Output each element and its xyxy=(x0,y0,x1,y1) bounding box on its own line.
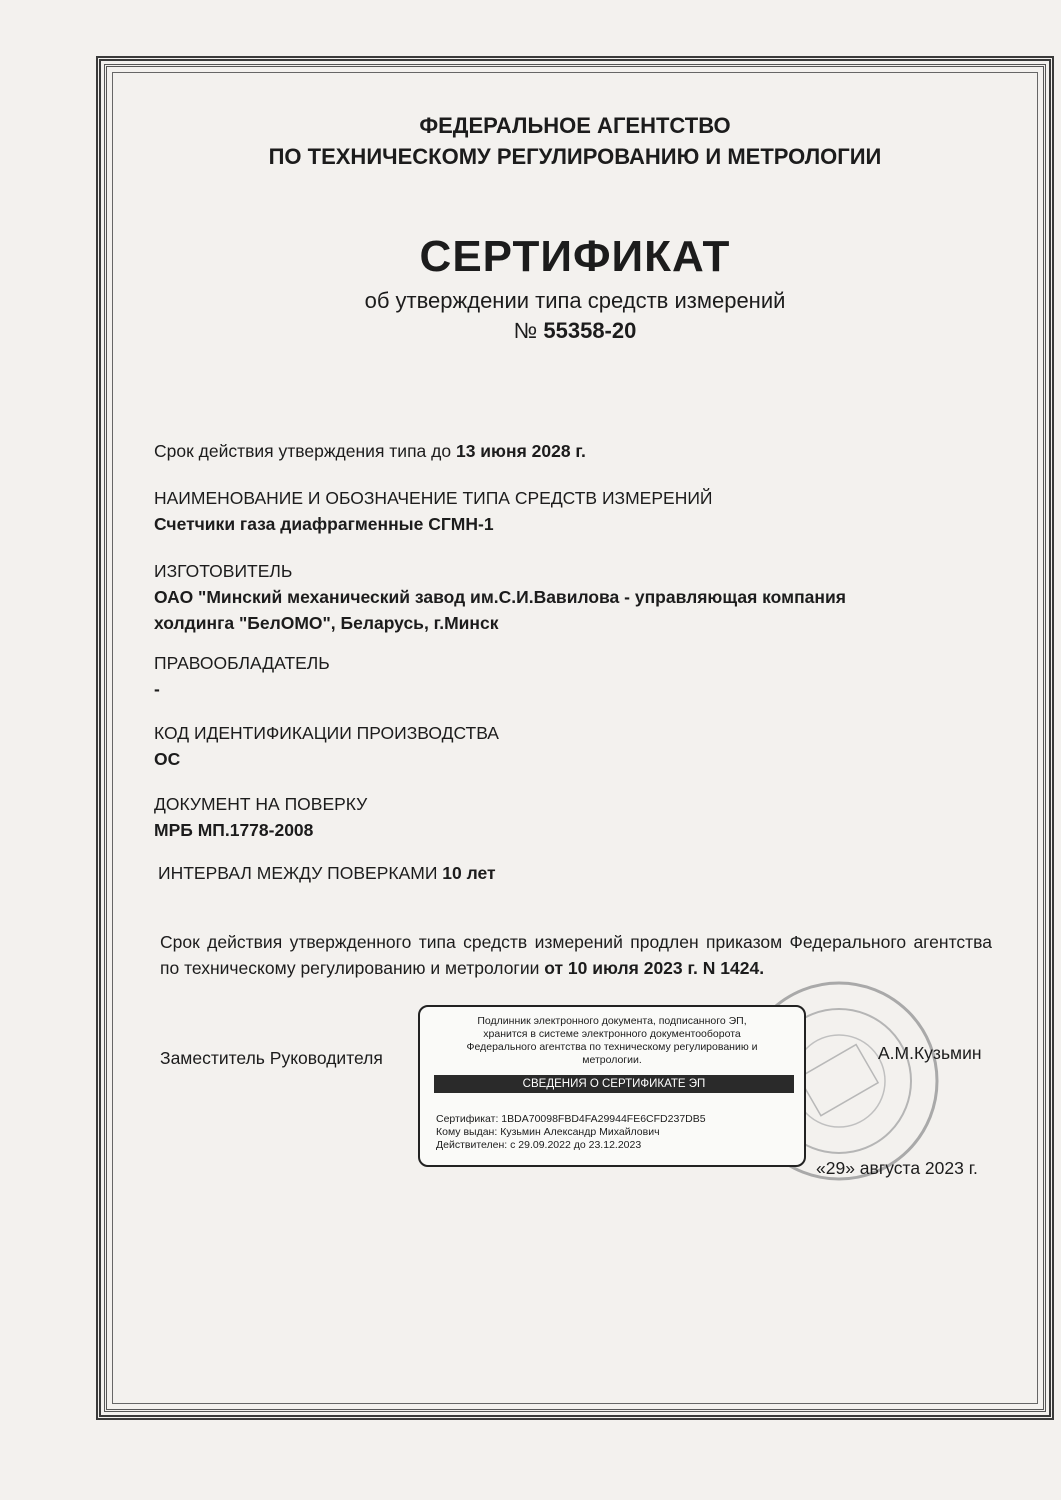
extension-paragraph xyxy=(160,929,992,981)
manufacturer-value-line-1: ОАО "Минский механический завод им.С.И.Вавилова - управляющая компания xyxy=(154,587,846,607)
certificate-subtitle: об утверждении типа средств измерений xyxy=(364,288,786,313)
esign-notice-line-3: Федерального агентства по техническому регулированию и xyxy=(466,1041,758,1053)
extension-text: Срок действия утвержденного типа средств измерений продлен приказом Федерального агентства по техническому регулированию и метрологии xyxy=(160,932,992,978)
esign-certificate-value: 1BDA70098FBD4FA29944FE6CFD237DB5 xyxy=(501,1113,706,1125)
certificate-number xyxy=(112,318,1038,344)
holder-section xyxy=(154,650,330,702)
validity-value: 13 июня 2028 г. xyxy=(455,441,586,461)
holder-value: - xyxy=(154,679,160,699)
esign-notice-line-1: Подлинник электронного документа, подписанного ЭП, xyxy=(477,1015,747,1027)
production-code-value: ОС xyxy=(154,749,181,769)
esign-notice-line-2: хранится в системе электронного документооборота xyxy=(483,1028,741,1040)
extension-order: от 10 июля 2023 г. N 1424. xyxy=(544,958,765,978)
electronic-signature-block xyxy=(418,1005,806,1167)
signatory-name: А.М.Кузьмин xyxy=(878,1043,982,1063)
signature-date: «29» августа 2023 г. xyxy=(816,1158,978,1178)
number-value: 55358-20 xyxy=(543,318,637,343)
validity-line xyxy=(154,438,586,464)
esign-notice-line-4: метрологии. xyxy=(582,1054,642,1066)
certificate-title: СЕРТИФИКАТ xyxy=(419,232,731,281)
esign-details xyxy=(436,1113,706,1152)
esign-valid-row xyxy=(436,1139,706,1152)
esign-issued-value: Кузьмин Александр Михайлович xyxy=(500,1126,660,1138)
type-name-value: Счетчики газа диафрагменные СГМН-1 xyxy=(154,514,494,534)
esign-issued-label: Кому выдан: xyxy=(436,1126,498,1138)
agency-line-2: ПО ТЕХНИЧЕСКОМУ РЕГУЛИРОВАНИЮ И МЕТРОЛОГИИ xyxy=(268,144,882,169)
interval-value: 10 лет xyxy=(442,863,496,883)
holder-label: ПРАВООБЛАДАТЕЛЬ xyxy=(154,653,330,673)
type-name-section xyxy=(154,485,713,537)
type-name-label: НАИМЕНОВАНИЕ И ОБОЗНАЧЕНИЕ ТИПА СРЕДСТВ ИЗМЕРЕНИЙ xyxy=(154,488,713,508)
esign-header-bar: СВЕДЕНИЯ О СЕРТИФИКАТЕ ЭП xyxy=(434,1075,794,1093)
esign-issued-row xyxy=(436,1126,706,1139)
validity-label: Срок действия утверждения типа до xyxy=(154,441,452,461)
manufacturer-section xyxy=(154,558,846,636)
production-code-label: КОД ИДЕНТИФИКАЦИИ ПРОИЗВОДСТВА xyxy=(154,723,499,743)
signatory-position: Заместитель Руководителя xyxy=(160,1048,383,1068)
esign-valid-label: Действителен: xyxy=(436,1139,508,1151)
esign-original-notice xyxy=(420,1015,804,1067)
verification-doc-value: МРБ МП.1778-2008 xyxy=(154,820,314,840)
interval-label: ИНТЕРВАЛ МЕЖДУ ПОВЕРКАМИ xyxy=(158,863,438,883)
esign-certificate-label: Сертификат: xyxy=(436,1113,499,1125)
agency-line-1: ФЕДЕРАЛЬНОЕ АГЕНТСТВО xyxy=(419,113,731,138)
esign-valid-value: с 29.09.2022 до 23.12.2023 xyxy=(510,1139,642,1151)
verification-doc-label: ДОКУМЕНТ НА ПОВЕРКУ xyxy=(154,794,368,814)
esign-certificate-row xyxy=(436,1113,706,1126)
manufacturer-label: ИЗГОТОВИТЕЛЬ xyxy=(154,561,293,581)
manufacturer-value-line-2: холдинга "БелОМО", Беларусь, г.Минск xyxy=(154,613,499,633)
number-sign: № xyxy=(513,318,538,343)
production-code-section xyxy=(154,720,499,772)
verification-doc-section xyxy=(154,791,367,843)
agency-name xyxy=(112,110,1038,172)
interval-line xyxy=(158,860,496,886)
